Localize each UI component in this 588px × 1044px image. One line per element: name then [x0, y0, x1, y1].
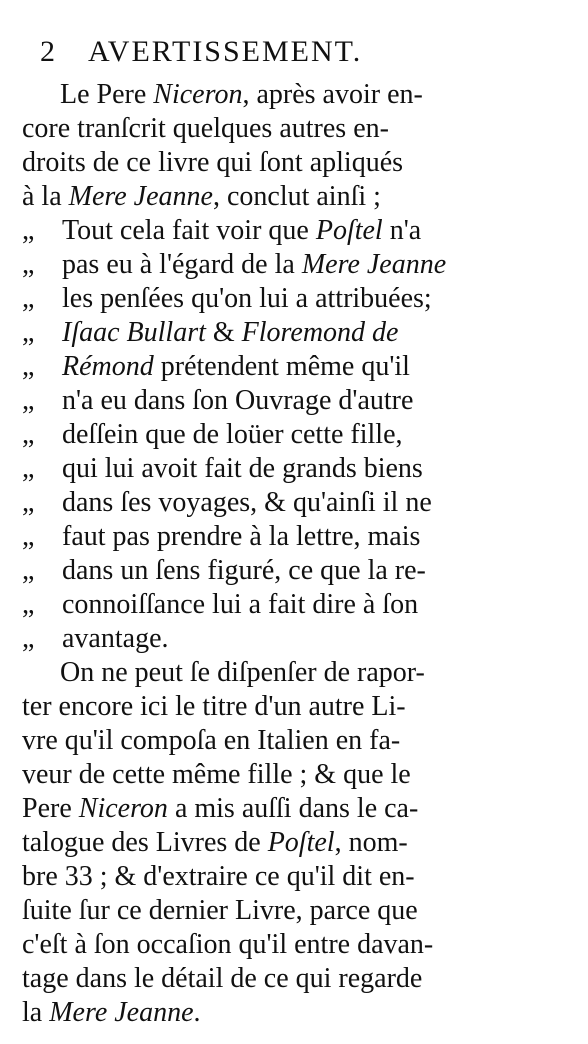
text-line: tage dans le détail de ce qui regarde [22, 963, 423, 994]
text-line: „faut pas prendre à la lettre, mais [22, 521, 421, 552]
text-line: „pas eu à l'égard de la Mere Jeanne [22, 249, 447, 280]
page-number: 2 [40, 35, 55, 68]
text-line: „n'a eu dans ſon Ouvrage d'autre [22, 385, 414, 416]
text-line: On ne peut ſe diſpenſer de rapor- [60, 657, 425, 688]
text-line: la Mere Jeanne. [22, 997, 201, 1028]
text-line: „deſſein que de loüer cette fille, [22, 419, 403, 450]
text-line: c'eſt à ſon occaſion qu'il entre davan- [22, 929, 434, 960]
text-line: „avantage. [22, 623, 169, 654]
text-line: „Iſaac Bullart & Floremond de [22, 317, 399, 348]
text-line: Pere Niceron a mis auſſi dans le ca- [22, 793, 419, 824]
text-line: ſuite ſur ce dernier Livre, parce que [22, 895, 418, 926]
text-line: veur de cette même fille ; & que le [22, 759, 411, 790]
text-line: „connoiſſance lui a fait dire à ſon [22, 589, 419, 620]
text-line: droits de ce livre qui ſont apliqués [22, 147, 404, 178]
text-line: „les penſées qu'on lui a attribuées; [22, 283, 432, 314]
text-line: „qui lui avoit fait de grands biens [22, 453, 423, 484]
text-line: talogue des Livres de Poſtel, nom- [22, 827, 408, 858]
text-line: „Tout cela fait voir que Poſtel n'a [22, 215, 422, 246]
text-line: „dans ſes voyages, & qu'ainſi il ne [22, 487, 432, 518]
page-header [24, 30, 554, 70]
text-line: ter encore ici le titre d'un autre Li- [22, 691, 406, 722]
text-line: core tranſcrit quelques autres en- [22, 113, 389, 144]
text-line: à la Mere Jeanne, conclut ainſi ; [22, 181, 381, 212]
text-line: „dans un ſens figuré, ce que la re- [22, 555, 426, 586]
text-line: bre 33 ; & d'extraire ce qu'il dit en- [22, 861, 415, 892]
text-line: Le Pere Niceron, après avoir en- [60, 79, 423, 110]
text-line: vre qu'il compoſa en Italien en fa- [22, 725, 401, 756]
text-line: „Rémond prétendent même qu'il [22, 351, 410, 382]
running-title: AVERTISSEMENT. [88, 35, 363, 68]
